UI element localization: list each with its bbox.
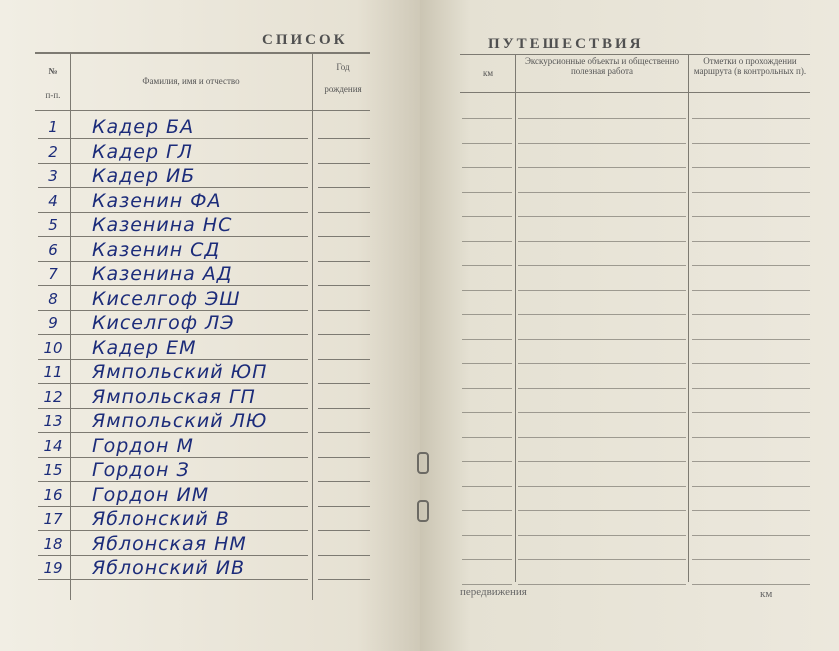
year-row-rule [318, 432, 370, 433]
row-rule [38, 236, 308, 237]
row-number: 6 [48, 240, 58, 259]
row-number: 2 [48, 142, 58, 161]
travel-row-rule [692, 216, 810, 217]
year-row-rule [318, 212, 370, 213]
travel-row-rule [462, 216, 512, 217]
travel-row-rule [462, 486, 512, 487]
travel-row-rule [692, 314, 810, 315]
travel-row-rule [692, 559, 810, 560]
row-name: Яблонский ИВ [92, 557, 246, 579]
row-number: 15 [43, 461, 63, 479]
travel-row-rule [692, 339, 810, 340]
travel-row-rule [518, 461, 686, 462]
row-rule [38, 359, 308, 360]
travel-row-rule [462, 559, 512, 560]
row-number: 11 [43, 363, 63, 381]
row-number: 8 [48, 289, 58, 308]
year-row-rule [318, 408, 370, 409]
row-name: Гордон ИМ [92, 483, 210, 506]
row-rule [38, 383, 308, 384]
travel-row-rule [462, 437, 512, 438]
year-row-rule [318, 555, 370, 556]
row-number: 12 [43, 387, 63, 406]
travel-row-rule [462, 265, 512, 266]
col-objects-header: Экскурсионные объекты и общественно полезная работа [524, 56, 680, 76]
year-row-rule [318, 506, 370, 507]
travel-row-rule [692, 118, 810, 119]
year-row-rule [318, 310, 370, 311]
travel-row-rule [692, 192, 810, 193]
km-column-divider [515, 54, 516, 582]
row-rule [38, 506, 308, 507]
row-name: Кадер ЕМ [92, 336, 197, 359]
travel-row-rule [692, 510, 810, 511]
row-name: Гордон З [92, 459, 190, 481]
col-name-header: Фамилия, имя и отчество [142, 76, 240, 86]
row-name: Киселгоф ЛЭ [92, 312, 235, 334]
travel-row-rule [518, 584, 686, 585]
row-number: 17 [43, 510, 63, 528]
binding-staple-top [417, 452, 429, 474]
year-row-rule [318, 579, 370, 580]
travel-row-rule [692, 167, 810, 168]
travel-row-rule [518, 192, 686, 193]
row-rule [38, 457, 308, 458]
year-row-rule [318, 383, 370, 384]
row-number: 13 [43, 412, 63, 430]
year-row-rule [318, 285, 370, 286]
travel-row-rule [462, 192, 512, 193]
travel-row-rule [462, 510, 512, 511]
travel-row-rule [518, 510, 686, 511]
travel-row-rule [692, 241, 810, 242]
travel-row-rule [462, 388, 512, 389]
year-row-rule [318, 457, 370, 458]
row-name: Ямпольский ЛЮ [92, 410, 268, 432]
travel-row-rule [518, 216, 686, 217]
marks-column-divider [688, 54, 689, 582]
row-name: Ямпольский ЮП [92, 361, 268, 383]
travel-row-rule [692, 461, 810, 462]
row-rule [38, 579, 308, 580]
row-name: Казенина НС [92, 214, 233, 236]
travel-row-rule [692, 412, 810, 413]
row-rule [38, 212, 308, 213]
row-rule [38, 555, 308, 556]
col-num-header-top: № [48, 66, 58, 76]
travel-row-rule [462, 461, 512, 462]
row-number: 9 [48, 314, 58, 332]
travel-row-rule [692, 437, 810, 438]
col-year-header-top: Год [336, 62, 350, 72]
travel-row-rule [692, 535, 810, 536]
travel-row-rule [692, 584, 810, 585]
travel-row-rule [518, 265, 686, 266]
row-name: Кадер БА [92, 116, 195, 138]
travel-row-rule [518, 363, 686, 364]
right-header-top-rule [460, 54, 810, 55]
travel-row-rule [462, 241, 512, 242]
row-number: 4 [48, 191, 58, 210]
year-row-rule [318, 236, 370, 237]
travel-row-rule [692, 265, 810, 266]
col-num-header-bottom: п-п. [45, 90, 61, 100]
row-rule [38, 408, 308, 409]
travel-row-rule [462, 535, 512, 536]
footer-movement-label: передвижения [460, 586, 527, 598]
footer-km-label: км [760, 588, 773, 600]
row-number: 14 [43, 436, 63, 455]
travel-row-rule [518, 167, 686, 168]
num-column-divider [70, 52, 71, 600]
travel-row-rule [462, 412, 512, 413]
col-year-header-bottom: рождения [324, 84, 362, 94]
row-name: Казенин ФА [92, 189, 222, 212]
year-column-divider [312, 52, 313, 600]
header-top-rule [35, 52, 370, 54]
travel-row-rule [462, 118, 512, 119]
travel-row-rule [518, 290, 686, 291]
travel-row-rule [518, 118, 686, 119]
left-page-title: СПИСОК [262, 32, 348, 48]
binding-staple-bottom [417, 500, 429, 522]
travel-row-rule [518, 486, 686, 487]
travel-row-rule [518, 314, 686, 315]
travel-row-rule [692, 388, 810, 389]
right-header-bottom-rule [460, 92, 810, 93]
year-row-rule [318, 530, 370, 531]
row-name: Гордон М [92, 434, 194, 457]
row-number: 18 [43, 534, 63, 553]
right-page-title: ПУТЕШЕСТВИЯ [488, 36, 644, 52]
right-page [420, 0, 839, 651]
row-name: Ямпольская ГП [92, 385, 256, 408]
row-rule [38, 334, 308, 335]
travel-row-rule [462, 167, 512, 168]
travel-row-rule [462, 314, 512, 315]
travel-row-rule [462, 143, 512, 144]
row-number: 7 [48, 265, 58, 283]
row-number: 19 [43, 559, 63, 577]
row-rule [38, 261, 308, 262]
travel-row-rule [462, 290, 512, 291]
header-bottom-rule [35, 110, 370, 111]
year-row-rule [318, 359, 370, 360]
year-row-rule [318, 138, 370, 139]
row-number: 5 [48, 216, 58, 234]
row-name: Кадер ИБ [92, 165, 196, 187]
travel-row-rule [462, 584, 512, 585]
travel-row-rule [692, 290, 810, 291]
row-rule [38, 530, 308, 531]
row-rule [38, 285, 308, 286]
year-row-rule [318, 481, 370, 482]
year-row-rule [318, 334, 370, 335]
travel-row-rule [462, 363, 512, 364]
travel-row-rule [518, 412, 686, 413]
row-number: 10 [43, 338, 63, 357]
travel-row-rule [692, 143, 810, 144]
travel-row-rule [518, 559, 686, 560]
travel-row-rule [518, 388, 686, 389]
row-name: Казенина АД [92, 263, 233, 285]
travel-row-rule [462, 339, 512, 340]
row-rule [38, 138, 308, 139]
row-name: Кадер ГЛ [92, 140, 193, 163]
row-number: 3 [48, 167, 58, 185]
col-marks-header: Отметки о прохождении маршрута (в контрольных п). [693, 56, 807, 76]
travel-row-rule [692, 486, 810, 487]
travel-row-rule [518, 339, 686, 340]
row-rule [38, 187, 308, 188]
year-row-rule [318, 163, 370, 164]
travel-row-rule [518, 241, 686, 242]
col-km-header: км [482, 68, 494, 78]
row-rule [38, 432, 308, 433]
row-number: 1 [48, 118, 58, 136]
row-rule [38, 310, 308, 311]
year-row-rule [318, 187, 370, 188]
row-name: Яблонский В [92, 508, 230, 530]
row-name: Киселгоф ЭШ [92, 287, 241, 310]
year-row-rule [318, 261, 370, 262]
row-number: 16 [43, 485, 63, 504]
travel-row-rule [518, 143, 686, 144]
row-name: Яблонская НМ [92, 532, 247, 555]
travel-row-rule [518, 437, 686, 438]
travel-row-rule [518, 535, 686, 536]
row-name: Казенин СД [92, 238, 221, 261]
row-rule [38, 481, 308, 482]
travel-row-rule [692, 363, 810, 364]
row-rule [38, 163, 308, 164]
